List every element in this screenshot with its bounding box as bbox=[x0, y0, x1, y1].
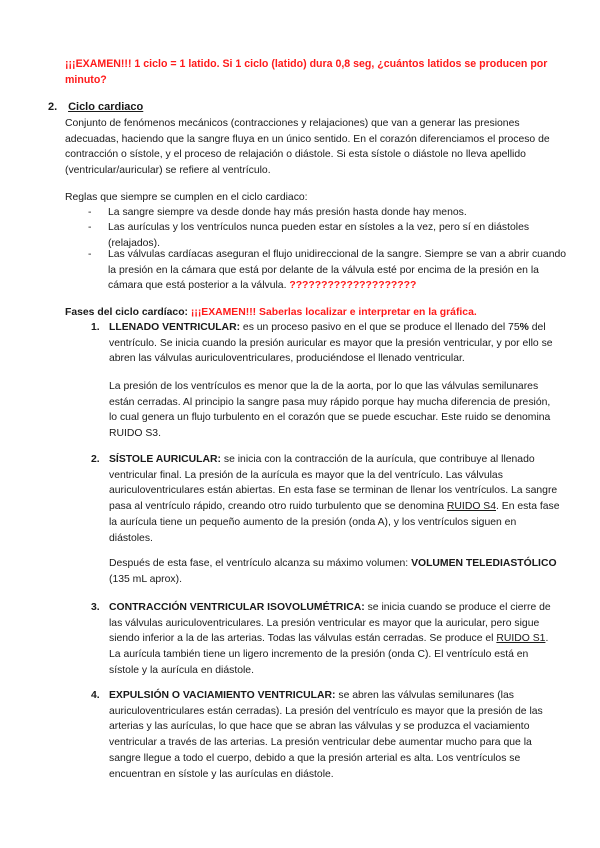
phase-body bbox=[91, 688, 561, 782]
section-number: 2. bbox=[48, 101, 58, 113]
phase-text: del ventrículo. Se inicia cuando la presión auricular es mayor que la presión ventricular, y por ello se abren las válvulas auriculoventriculares, produciéndose el llenado ventricular. bbox=[109, 322, 553, 365]
phase-number: 2. bbox=[91, 454, 100, 465]
rule-text-body: Las válvulas cardíacas aseguran el flujo unidireccional de la sangre. Siempre se van a abrir cuando la presión en la cámara que está por delante de la válvula esté por encima de la presión en la cámara que está posterior a la válvula. bbox=[108, 249, 567, 292]
rule-text: Las aurículas y los ventrículos nunca pueden estar en sístoles a la vez, pero sí en diástoles (relajados). bbox=[108, 222, 530, 249]
rule-dash: - bbox=[88, 249, 92, 260]
phase-text: Después de esta fase, el ventrículo alcanza su máximo volumen: bbox=[109, 558, 412, 569]
phase-item-contraccion-isovolumetrica bbox=[91, 600, 561, 679]
rules-title: Reglas que siempre se cumplen en el ciclo cardiaco: bbox=[65, 192, 308, 203]
phase-number: 4. bbox=[91, 690, 100, 701]
rule-text bbox=[88, 247, 568, 294]
phase-text: se inicia con la contracción de la aurícula, que contribuye al llenado ventricular final. La presión de la aurícula es mayor que la del ventrículo. Las válvulas auriculoventriculares están abiertas. En esta fase se terminan de llenar los ventrículos. La sangre pasa al ventrículo rápido, creando otro ruido turbulento que se denomina bbox=[109, 454, 558, 513]
rule-item bbox=[88, 205, 568, 221]
phase-text: es un proceso pasivo en el que se produce el llenado del 75 bbox=[240, 322, 520, 333]
phase-text-bold: % bbox=[519, 322, 529, 333]
phase-paragraph: La presión de los ventrículos es menor que la de la aorta, por lo que las válvulas semilunares están cerradas. Al principio la sangre pasa muy rápido porque hay mucha diferencia de presión, lo cual genera un flujo turbulento en el corazón que se puede escuchar. Este ruido se denomina RUIDO S3. bbox=[109, 381, 551, 440]
rule-item bbox=[88, 247, 568, 294]
phase-body bbox=[91, 320, 561, 367]
phase-item-sistole-auricular bbox=[91, 452, 561, 546]
phase-title: SÍSTOLE AURICULAR: bbox=[109, 454, 221, 465]
section-title: Ciclo cardiaco bbox=[68, 101, 144, 113]
phase-text: se abren las válvulas semilunares (las auriculoventriculares están cerradas). La presión del ventrículo es mayor que la presión de las arterias y las aurículas, lo que hace que se abran las válvulas y se produzca el vaciamiento ventricular a través de las arterias. La presión ventricular debe aumentar mucho para que la sangre llegue a todo el cuerpo, debido a que la presión arterial es alta. Los ventrículos se encuentran en sístole y las aurículas en diástole. bbox=[109, 690, 543, 780]
phase-text: . En esta fase la aurícula tiene un pequeño aumento de la presión (onda A), y los ventrículos siguen en diástoles. bbox=[109, 501, 560, 544]
rule-dash: - bbox=[88, 207, 92, 218]
sound-label-s1: RUIDO S1 bbox=[496, 633, 546, 645]
phase-number: 3. bbox=[91, 602, 100, 613]
phase-item-expulsion bbox=[91, 688, 561, 782]
phase-number: 1. bbox=[91, 322, 100, 333]
phase-text: se inicia cuando se produce el cierre de las válvulas auriculoventriculares. La presión ventricular es mayor que la auricular, pero sigue siendo inferior a la de las arterias. Todas las válvulas están cerradas. Se produce el bbox=[109, 602, 551, 645]
phases-heading bbox=[65, 305, 477, 321]
rule-question-marks: ???????????????????? bbox=[289, 280, 417, 292]
phase-title: EXPULSIÓN O VACIAMIENTO VENTRICULAR: bbox=[109, 690, 336, 701]
phase-body bbox=[91, 600, 561, 679]
intro-paragraph: Conjunto de fenómenos mecánicos (contracciones y relajaciones) que van a generar las presiones adecuadas, haciendo que la sangre fluya en un único sentido. En el corazón diferenciamos el proceso de contracción o sístole, y el proceso de relajación o diástole. Si esta sístole o diástole no lleva apellido (ventricular/auricular) se refiere al ventrículo. bbox=[65, 118, 550, 177]
phase-title: CONTRACCIÓN VENTRICULAR ISOVOLUMÉTRICA: bbox=[109, 602, 365, 613]
rule-text: La sangre siempre va desde donde hay más presión hasta donde hay menos. bbox=[108, 207, 467, 218]
phase-text: . La aurícula también tiene un ligero incremento de la presión (onda C). El ventrículo está en sístole y la aurícula en diástole. bbox=[109, 633, 549, 676]
rule-dash: - bbox=[88, 222, 92, 233]
phase-item-llenado bbox=[91, 320, 561, 367]
phases-exam-note: ¡¡¡EXAMEN!!! Saberlas localizar e interpretar en la gráfica. bbox=[190, 307, 477, 318]
phase-text: (135 mL aprox). bbox=[109, 573, 182, 585]
sound-label-s4: RUIDO S4 bbox=[446, 501, 496, 513]
phase-body bbox=[91, 452, 561, 546]
phase-title: LLENADO VENTRICULAR: bbox=[109, 322, 241, 333]
phases-heading-label: Fases del ciclo cardíaco: bbox=[65, 307, 191, 318]
section-heading bbox=[48, 100, 143, 116]
exam-note-heart-rate: ¡¡¡EXAMEN!!! 1 ciclo = 1 latido. Si 1 ciclo (latido) dura 0,8 seg, ¿cuántos latidos se producen por minuto? bbox=[65, 58, 548, 86]
phase-paragraph bbox=[109, 556, 561, 587]
volume-term: VOLUMEN TELEDIASTÓLICO bbox=[411, 558, 557, 569]
